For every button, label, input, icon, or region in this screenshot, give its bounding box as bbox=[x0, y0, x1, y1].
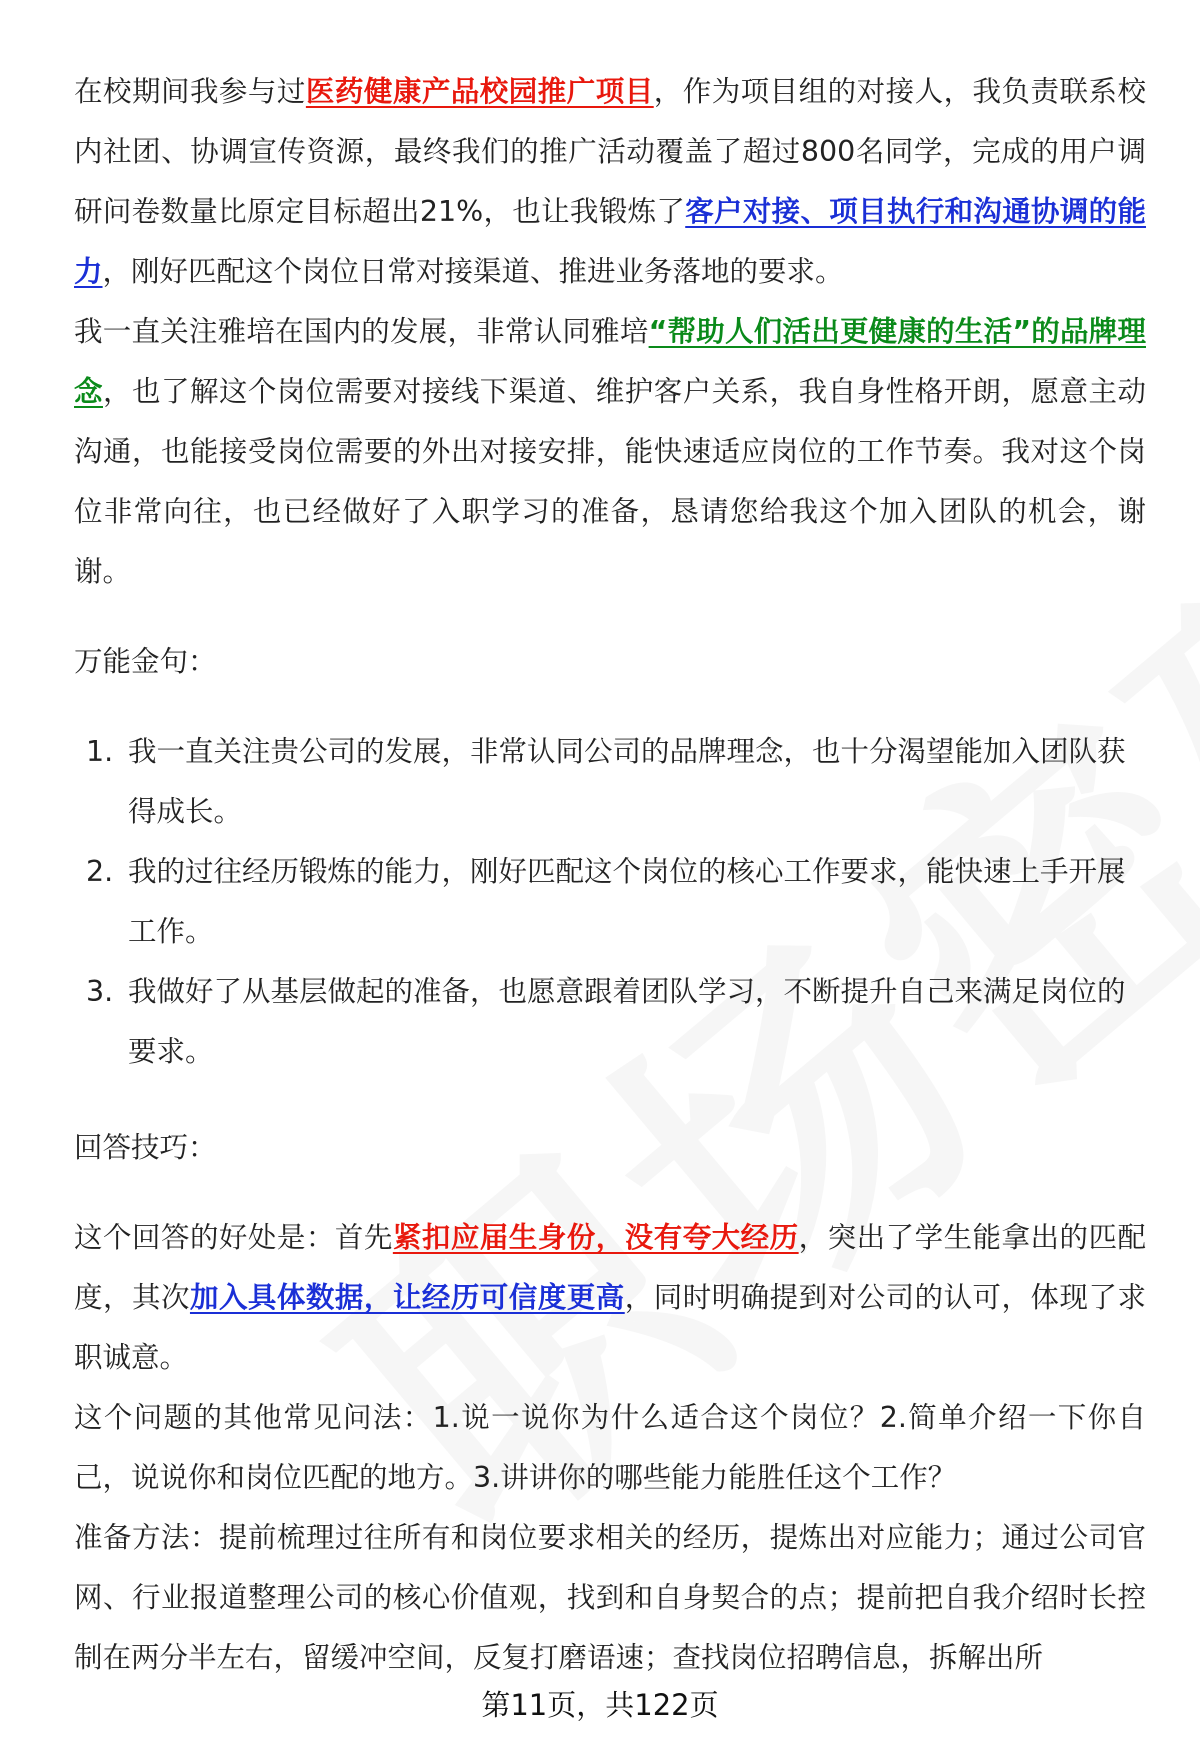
highlight-red: 紧扣应届生身份，没有夸大经历 bbox=[392, 1221, 799, 1254]
list-number: 2. bbox=[86, 855, 114, 888]
highlight-green: “帮助人们活出更健康的生活”的品牌理念 bbox=[74, 315, 1146, 408]
tips-paragraph-1 bbox=[74, 1208, 1146, 1388]
list-number: 3. bbox=[86, 975, 114, 1008]
list-item-text: 我一直关注贵公司的发展，非常认同公司的品牌理念，也十分渴望能加入团队获得成长。 bbox=[128, 735, 1126, 828]
highlight-red: 医药健康产品校园推广项目 bbox=[305, 75, 654, 108]
answer-paragraph-1 bbox=[74, 62, 1146, 302]
text-run: ，也了解这个岗位需要对接线下渠道、维护客户关系，我自身性格开朗，愿意主动沟通，也能接受岗位需要的外出对接安排，能快速适应岗位的工作节奏。我对这个岗位非常向往，也已经做好了入职学习的准备，恳请您给我这个加入团队的机会，谢谢。 bbox=[74, 375, 1146, 588]
list-item-text: 我做好了从基层做起的准备，也愿意跟着团队学习，不断提升自己来满足岗位的要求。 bbox=[128, 975, 1126, 1068]
tips-paragraph-2: 这个问题的其他常见问法：1.说一说你为什么适合这个岗位？2.简单介绍一下你自己，说说你和岗位匹配的地方。3.讲讲你的哪些能力能胜任这个工作？ bbox=[74, 1401, 1146, 1494]
text-run: ，突出了学生能拿出的匹配度，其次 bbox=[74, 1221, 1146, 1314]
list-item bbox=[74, 722, 1146, 842]
section-label-answer-tips: 回答技巧： bbox=[74, 1131, 217, 1164]
list-item bbox=[74, 842, 1146, 962]
section-label-golden-sentences: 万能金句： bbox=[74, 645, 217, 678]
text-run: ，同时明确提到对公司的认可，体现了求职诚意。 bbox=[74, 1281, 1146, 1374]
page-footer: 第11页，共122页 bbox=[481, 1688, 719, 1722]
text-run: 我一直关注雅培在国内的发展，非常认同雅培 bbox=[74, 315, 649, 348]
list-item bbox=[74, 962, 1146, 1082]
list-number: 1. bbox=[86, 735, 114, 768]
text-run: ，刚好匹配这个岗位日常对接渠道、推进业务落地的要求。 bbox=[102, 255, 844, 288]
text-run: 这个回答的好处是：首先 bbox=[74, 1221, 393, 1254]
tips-paragraph-3: 准备方法：提前梳理过往所有和岗位要求相关的经历，提炼出对应能力；通过公司官网、行业报道整理公司的核心价值观，找到和自身契合的点；提前把自我介绍时长控制在两分半左右，留缓冲空间，反复打磨语速；查找岗位招聘信息，拆解出所 bbox=[74, 1521, 1146, 1674]
page-content bbox=[74, 62, 1146, 1688]
golden-sentences-list bbox=[74, 722, 1146, 1082]
text-run: ，作为项目组的对接人，我负责联系校内社团、协调宣传资源，最终我们的推广活动覆盖了超过800名同学，完成的用户调研问卷数量比原定目标超出21%，也让我锻炼了 bbox=[74, 75, 1146, 228]
text-run: 在校期间我参与过 bbox=[74, 75, 306, 108]
highlight-blue: 加入具体数据，让经历可信度更高 bbox=[189, 1281, 625, 1314]
highlight-blue: 客户对接、项目执行和沟通协调的能力 bbox=[74, 195, 1146, 288]
list-item-text: 我的过往经历锻炼的能力，刚好匹配这个岗位的核心工作要求，能快速上手开展工作。 bbox=[128, 855, 1126, 948]
answer-paragraph-2 bbox=[74, 302, 1146, 602]
